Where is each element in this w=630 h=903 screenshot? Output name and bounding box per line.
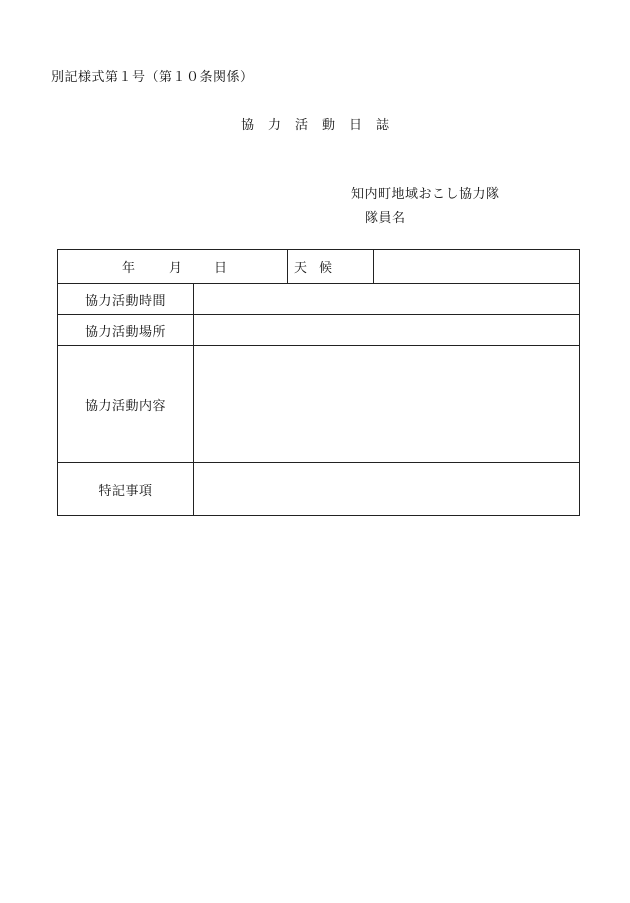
weather-label: 天候 <box>288 250 374 284</box>
table-row <box>58 284 580 315</box>
month-label: 月 <box>169 261 183 276</box>
document-title: 協力活動日誌 <box>240 118 403 133</box>
activity-time-value[interactable] <box>194 284 580 315</box>
activity-log-table <box>57 249 580 516</box>
special-notes-label: 特記事項 <box>58 463 194 516</box>
member-label-text: 隊員名 <box>365 211 406 226</box>
activity-time-label: 協力活動時間 <box>58 284 194 315</box>
activity-place-value[interactable] <box>194 315 580 346</box>
special-notes-value[interactable] <box>194 463 580 516</box>
table-row <box>58 315 580 346</box>
activity-content-label: 協力活動内容 <box>58 346 194 463</box>
table-row <box>58 463 580 516</box>
table-row <box>58 346 580 463</box>
activity-place-label: 協力活動場所 <box>58 315 194 346</box>
date-weather-row <box>58 250 580 284</box>
date-cell[interactable] <box>58 250 288 284</box>
form-reference: 別記様式第１号（第１０条関係） <box>51 70 254 85</box>
activity-content-value[interactable] <box>194 346 580 463</box>
organization-name: 知内町地域おこし協力隊 <box>351 187 500 202</box>
year-label: 年 <box>122 261 136 276</box>
member-name-label <box>365 207 406 226</box>
day-label: 日 <box>214 261 228 276</box>
weather-value[interactable] <box>374 250 580 284</box>
